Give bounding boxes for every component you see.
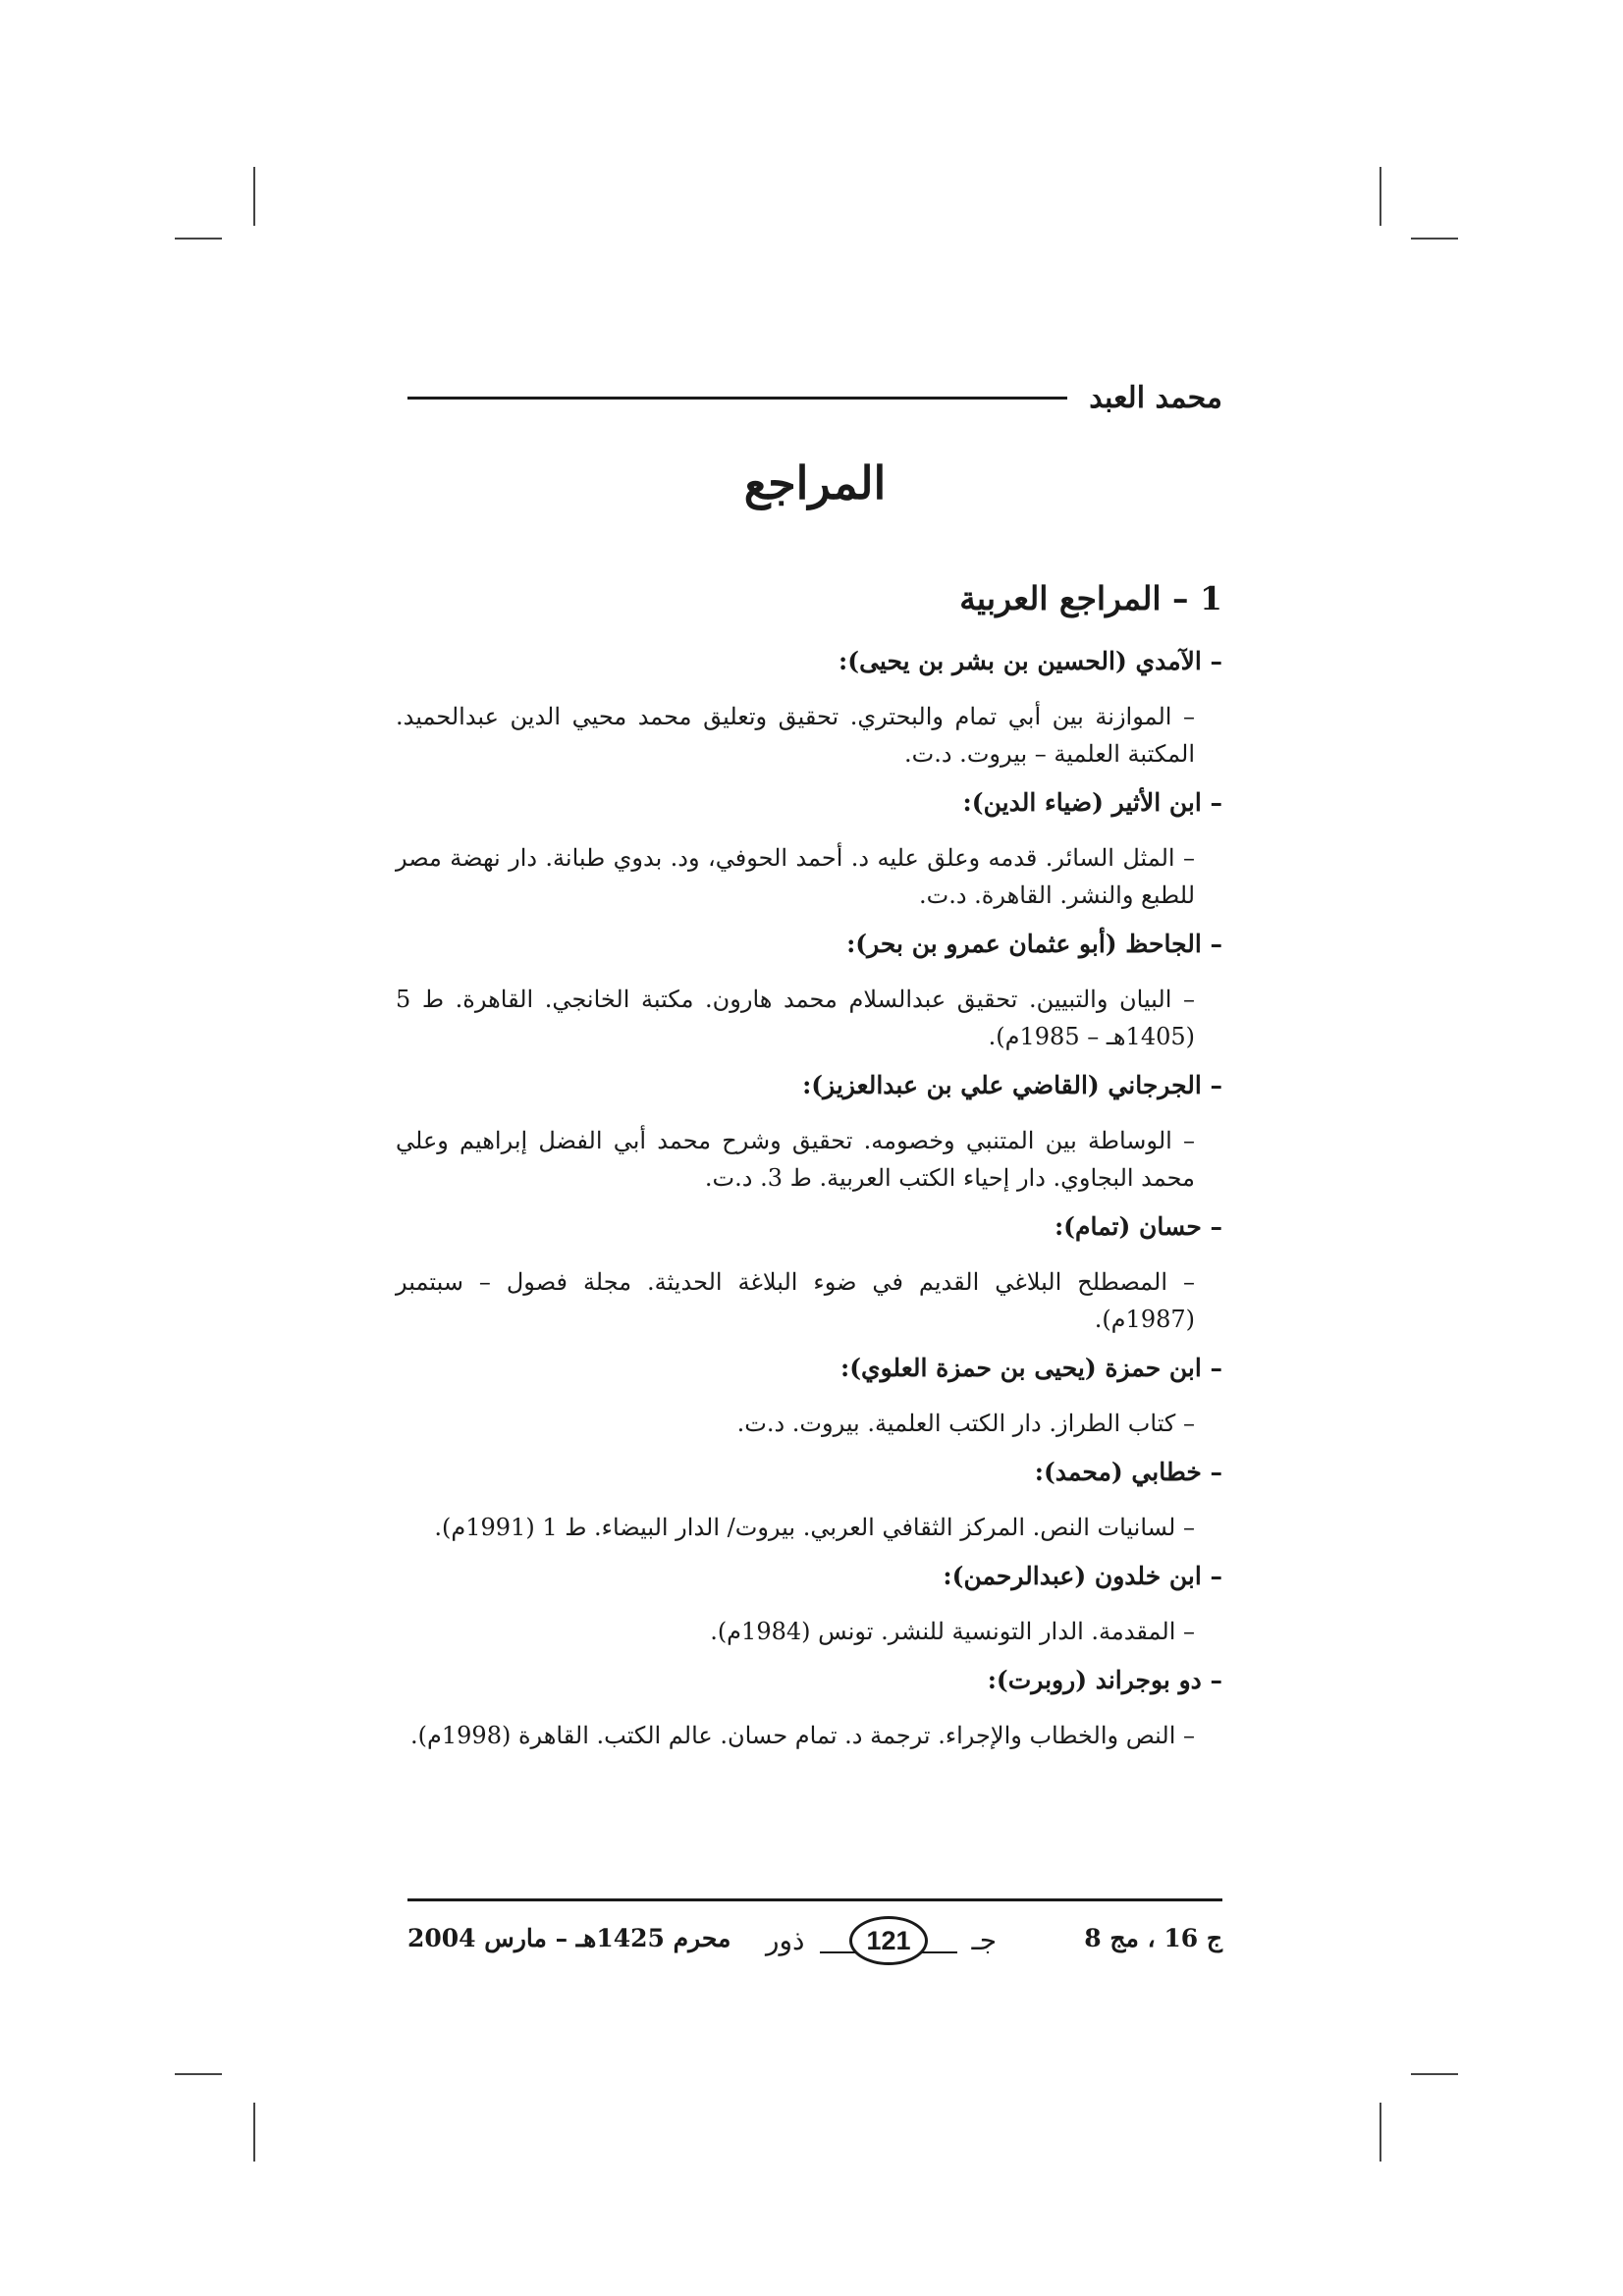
reference-work: – البيان والتبيين. تحقيق عبدالسلام محمد هارون. مكتبة الخانجي. القاهرة. ط 5 (1405هـ – 1985م). [396, 986, 1195, 1050]
reference-work: – المصطلح البلاغي القديم في ضوء البلاغة الحديثة. مجلة فصول – سبتمبر (1987م). [396, 1268, 1195, 1333]
running-header-author: محمد العبد [1089, 380, 1222, 415]
journal-logo-left: ذور [766, 1924, 805, 1956]
reference-entry [396, 1350, 1222, 1442]
reference-entry [396, 1662, 1222, 1754]
reference-work: – الموازنة بين أبي تمام والبحتري. تحقيق وتعليق محمد محيي الدين عبدالحميد. المكتبة العلمية – بيروت. د.ت. [396, 703, 1195, 768]
reference-work: – المثل السائر. قدمه وعلق عليه د. أحمد الحوفي، ود. بدوي طبانة. دار نهضة مصر للطبع والنشر. القاهرة. د.ت. [396, 844, 1195, 909]
reference-work: – لسانيات النص. المركز الثقافي العربي. بيروت/ الدار البيضاء. ط 1 (1991م). [434, 1514, 1195, 1541]
crop-mark [175, 2073, 222, 2075]
crop-mark [253, 2103, 255, 2162]
reference-author: – خطابي (محمد): [1034, 1458, 1222, 1486]
page-footer [407, 1914, 1222, 1973]
footer-date: محرم 1425هـ – مارس 2004 [407, 1924, 731, 1952]
crop-mark [1380, 2103, 1381, 2162]
reference-work: – الوساطة بين المتنبي وخصومه. تحقيق وشرح محمد أبي الفضل إبراهيم وعلي محمد البجاوي. دار إحياء الكتب العربية. ط 3. د.ت. [396, 1127, 1195, 1192]
crop-mark [1380, 167, 1381, 226]
running-header [407, 378, 1222, 417]
crop-mark [253, 167, 255, 226]
reference-author: – ابن حمزة (يحيى بن حمزة العلوي): [840, 1354, 1222, 1382]
crop-mark [1411, 238, 1458, 240]
reference-author: – ابن الأثير (ضياء الدين): [962, 788, 1222, 817]
reference-work: – النص والخطاب والإجراء. ترجمة د. تمام حسان. عالم الكتب. القاهرة (1998م). [410, 1722, 1195, 1749]
reference-author: – الجرجاني (القاضي علي بن عبدالعزيز): [802, 1071, 1222, 1099]
reference-entry [396, 643, 1222, 773]
reference-list [396, 643, 1222, 1766]
reference-entry [396, 1208, 1222, 1338]
reference-work: – كتاب الطراز. دار الكتب العلمية. بيروت. د.ت. [736, 1410, 1195, 1437]
reference-entry [396, 1454, 1222, 1546]
reference-author: – دو بوجراند (روبرت): [987, 1666, 1222, 1694]
reference-entry [396, 784, 1222, 914]
footer-issue: ج 16 ، مج 8 [1084, 1924, 1222, 1952]
journal-logo-right: جـ [971, 1924, 997, 1956]
reference-author: – الآمدي (الحسين بن بشر بن يحيى): [839, 647, 1222, 675]
reference-entry [396, 1558, 1222, 1650]
reference-entry [396, 926, 1222, 1055]
page-number: 121 [849, 1916, 928, 1965]
crop-mark [175, 238, 222, 240]
running-header-rule [407, 397, 1067, 400]
crop-mark [1411, 2073, 1458, 2075]
reference-work: – المقدمة. الدار التونسية للنشر. تونس (1984م). [710, 1618, 1195, 1645]
reference-author: – الجاحظ (أبو عثمان عمرو بن بحر): [846, 930, 1222, 958]
reference-author: – ابن خلدون (عبدالرحمن): [943, 1562, 1222, 1590]
footer-rule [407, 1898, 1222, 1901]
page-title: المراجع [743, 456, 887, 509]
reference-author: – حسان (تمام): [1054, 1212, 1222, 1241]
reference-entry [396, 1067, 1222, 1197]
journal-logo [766, 1914, 1011, 1973]
section-heading: 1 – المراجع العربية [959, 579, 1222, 617]
